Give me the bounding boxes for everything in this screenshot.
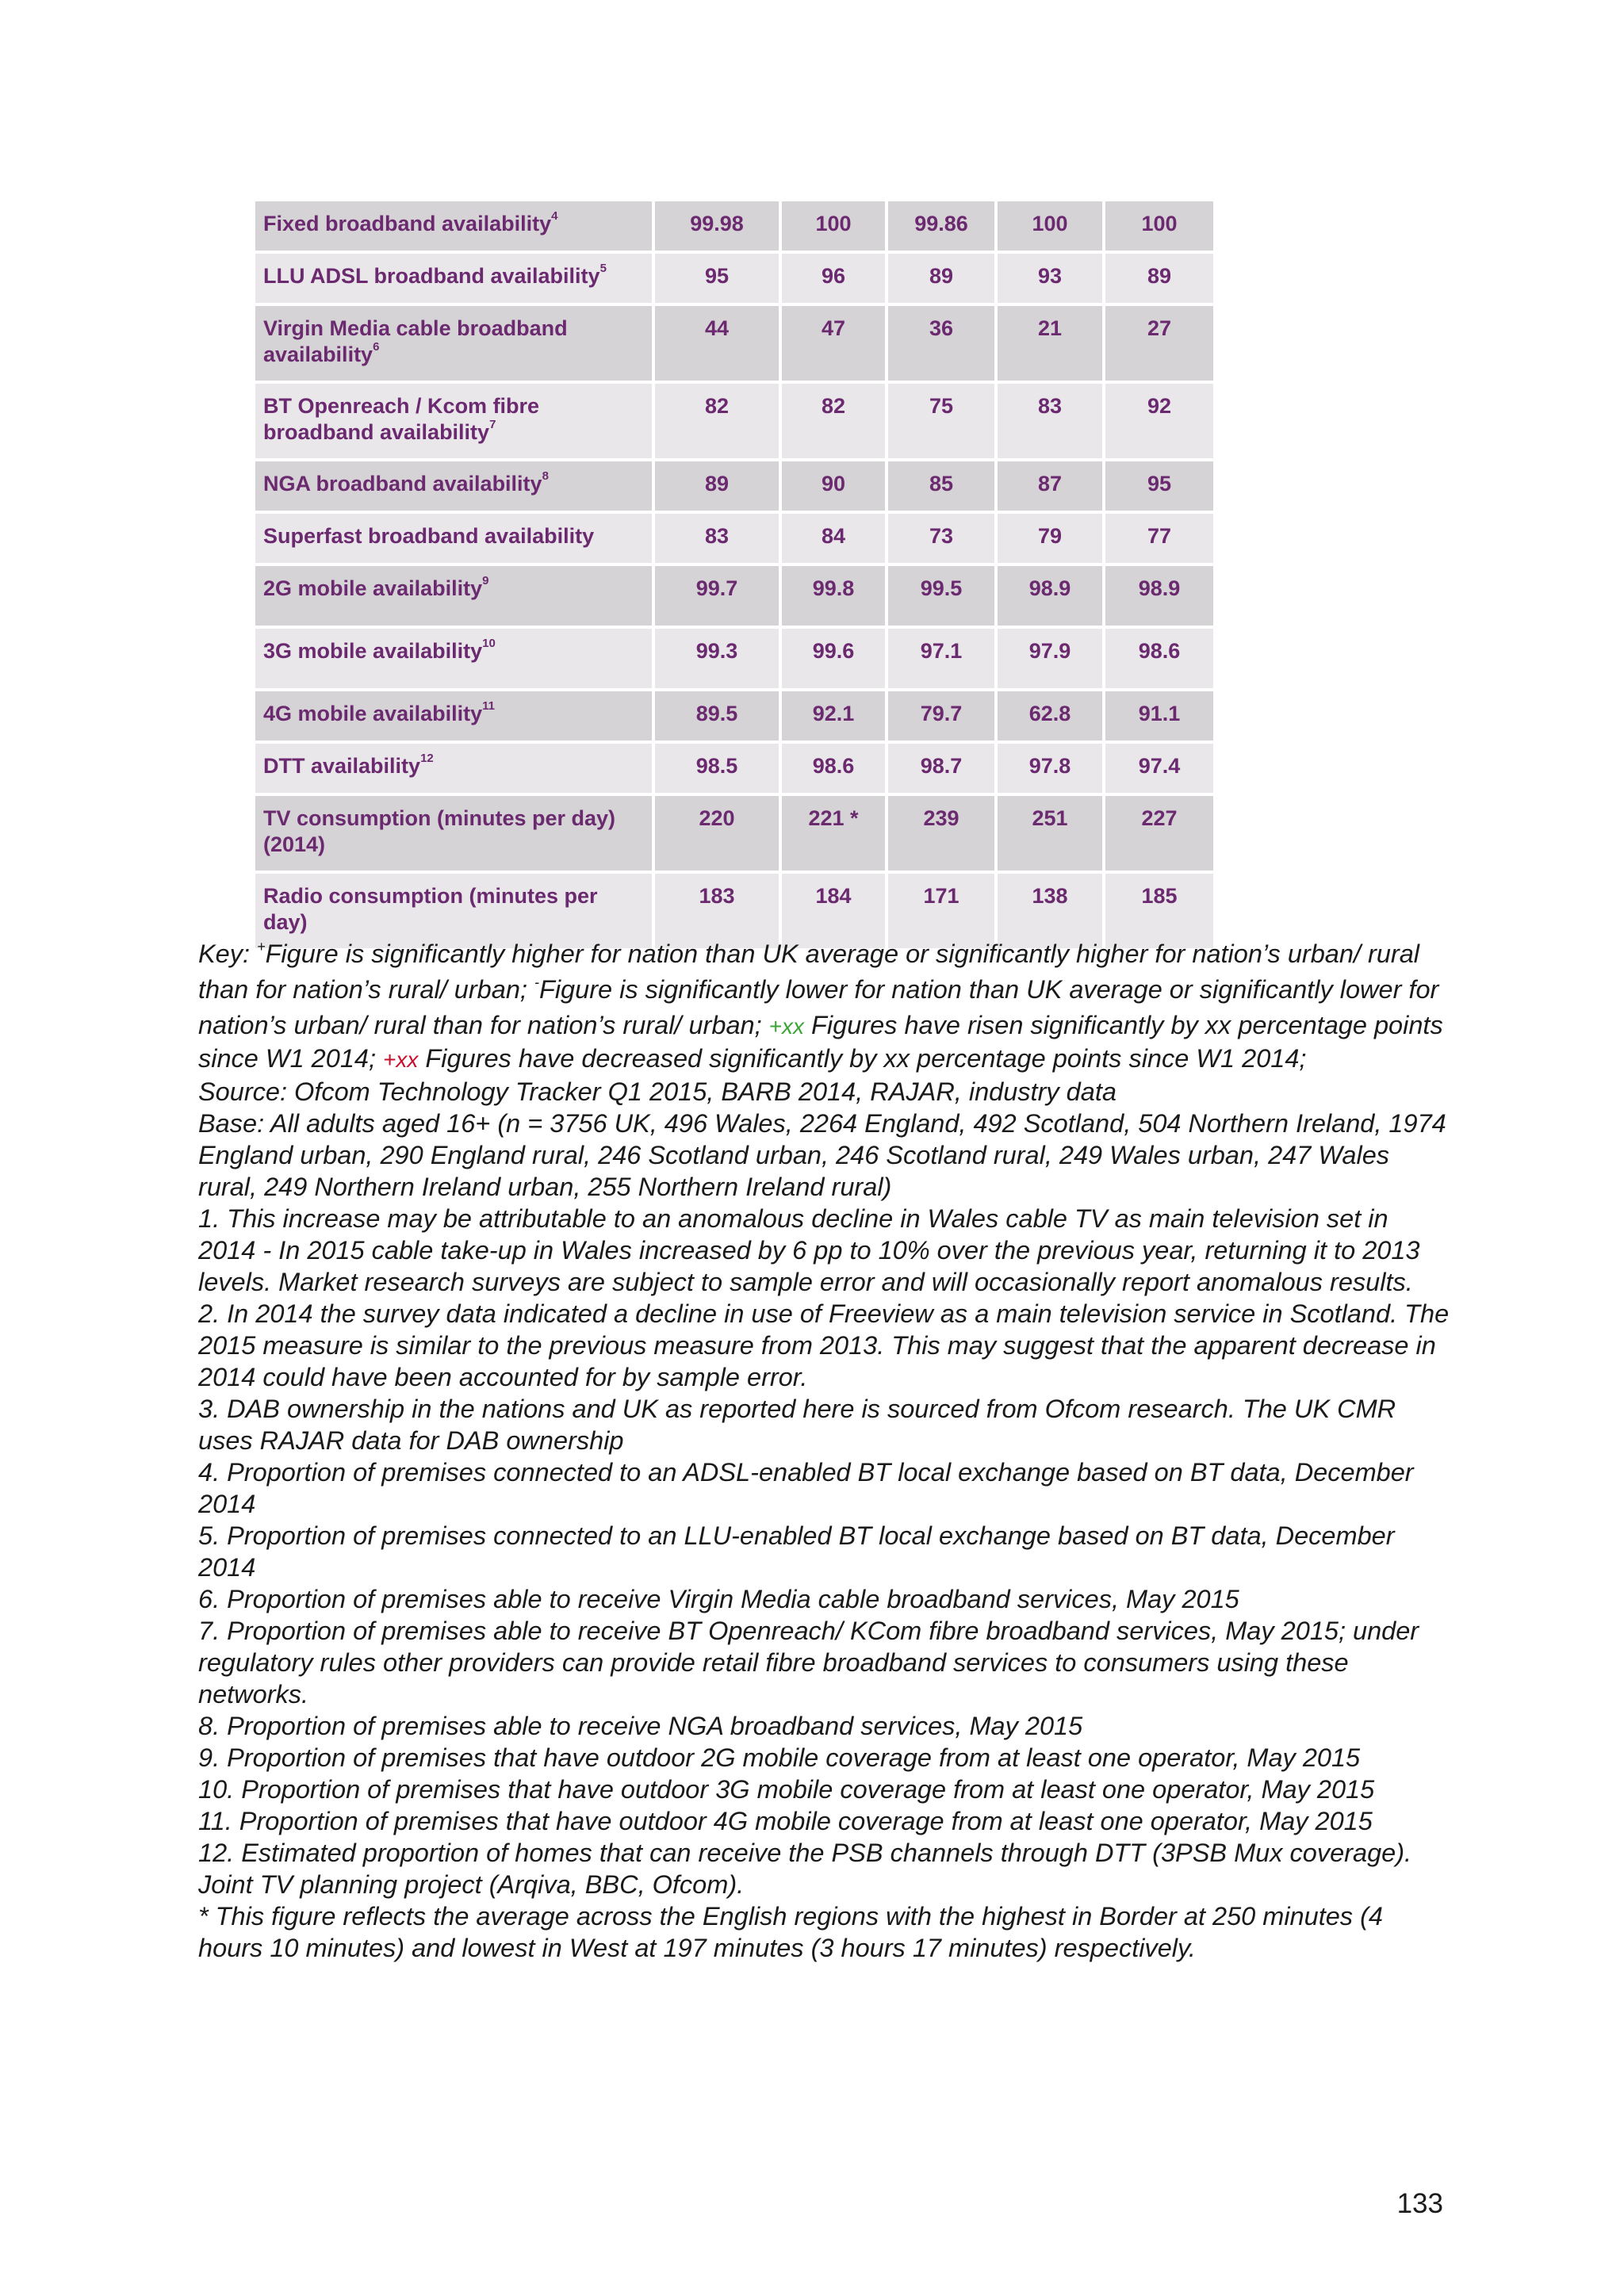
table-body (254, 200, 1215, 950)
row-label (254, 304, 653, 382)
row-label (254, 252, 653, 304)
row-value: 97.8 (996, 742, 1104, 794)
row-label-text: DTT availability (263, 754, 421, 778)
row-value: 87 (996, 460, 1104, 512)
footnote: 2. In 2014 the survey data indicated a decline in use of Freeview as a main television service in Scotland. The 2015 measure is similar to the previous measure from 2013. This may suggest that the apparent decrease in 2014 could have been accounted for by sample error. (198, 1299, 1450, 1391)
row-value: 79.7 (887, 690, 996, 742)
key-text-1: Figure is significantly higher for nation than UK average or significantly higher for nation’s urban/ rural than for nation’s rural/ urban; (198, 939, 1420, 1004)
row-value: 82 (780, 382, 887, 460)
row-label (254, 794, 653, 872)
row-label (254, 460, 653, 512)
footnote-ref: 4 (551, 209, 558, 223)
row-value: 99.3 (653, 627, 780, 690)
row-label (254, 382, 653, 460)
footnote: 12. Estimated proportion of homes that can receive the PSB channels through DTT (3PSB Mux coverage). Joint TV planning project (Arqiva, BBC, Ofcom). (198, 1839, 1412, 1899)
row-value: 171 (887, 872, 996, 950)
row-value: 99.8 (780, 564, 887, 627)
availability-table (252, 198, 1216, 951)
row-value: 185 (1104, 872, 1215, 950)
row-label-text: LLU ADSL broadband availability (263, 264, 600, 288)
footnote: 1. This increase may be attributable to an anomalous decline in Wales cable TV as main television set in 2014 - In 2015 cable take-up in Wales increased by 6 pp to 10% over the previous year, returning it to 2013 levels. Market research surveys are subject to sample error and will occasionally report anomalous results. (198, 1204, 1420, 1296)
row-label (254, 690, 653, 742)
key-text-2: Figure is significantly lower for nation than UK average or significantly lower for nation’s urban/ rural than for nation’s rural/ urban; (198, 975, 1439, 1039)
row-value: 90 (780, 460, 887, 512)
key-paragraph (198, 938, 1451, 1076)
row-value: 92.1 (780, 690, 887, 742)
table-row (254, 690, 1215, 742)
key-red-marker: +xx (383, 1047, 419, 1072)
row-value: 97.4 (1104, 742, 1215, 794)
footnote-ref: 10 (482, 637, 496, 650)
row-value: 83 (653, 512, 780, 564)
footnote-ref: 5 (599, 262, 607, 275)
row-value: 99.7 (653, 564, 780, 627)
row-value: 99.6 (780, 627, 887, 690)
page-number: 133 (1396, 2188, 1443, 2219)
footnote: 10. Proportion of premises that have outdoor 3G mobile coverage from at least one operator, May 2015 (198, 1775, 1375, 1804)
row-value: 47 (780, 304, 887, 382)
footnote: 4. Proportion of premises connected to an ADSL-enabled BT local exchange based on BT data, December 2014 (198, 1458, 1414, 1518)
notes-section (198, 938, 1451, 1964)
footnote-ref: 7 (489, 418, 496, 431)
row-value: 98.9 (996, 564, 1104, 627)
row-value: 251 (996, 794, 1104, 872)
footnote: 5. Proportion of premises connected to an LLU-enabled BT local exchange based on BT data, December 2014 (198, 1521, 1395, 1582)
table-row (254, 460, 1215, 512)
row-value: 97.1 (887, 627, 996, 690)
footnote: 3. DAB ownership in the nations and UK as reported here is sourced from Ofcom research. The UK CMR uses RAJAR data for DAB ownership (198, 1395, 1396, 1455)
row-label (254, 564, 653, 627)
row-value: 92 (1104, 382, 1215, 460)
footnote-ref: 8 (542, 469, 549, 483)
footnote: 9. Proportion of premises that have outdoor 2G mobile coverage from at least one operator, May 2015 (198, 1743, 1361, 1772)
row-value: 82 (653, 382, 780, 460)
row-value: 184 (780, 872, 887, 950)
table-row (254, 794, 1215, 872)
row-value: 95 (1104, 460, 1215, 512)
row-value: 44 (653, 304, 780, 382)
row-value: 98.6 (780, 742, 887, 794)
row-value: 27 (1104, 304, 1215, 382)
table-row (254, 382, 1215, 460)
row-label-text: NGA broadband availability (263, 472, 542, 496)
row-value: 89 (1104, 252, 1215, 304)
row-value: 99.98 (653, 200, 780, 252)
row-value: 220 (653, 794, 780, 872)
row-value: 79 (996, 512, 1104, 564)
row-value: 93 (996, 252, 1104, 304)
row-value: 36 (887, 304, 996, 382)
row-value: 138 (996, 872, 1104, 950)
row-value: 21 (996, 304, 1104, 382)
row-value: 77 (1104, 512, 1215, 564)
row-value: 100 (996, 200, 1104, 252)
row-value: 99.86 (887, 200, 996, 252)
key-prefix: Key: (198, 939, 258, 968)
table-row (254, 252, 1215, 304)
row-value: 96 (780, 252, 887, 304)
table-row (254, 564, 1215, 627)
key-text-4: Figures have decreased significantly by xx percentage points since W1 2014; (418, 1044, 1307, 1073)
row-label (254, 200, 653, 252)
row-value: 100 (1104, 200, 1215, 252)
row-value: 62.8 (996, 690, 1104, 742)
source-line: Source: Ofcom Technology Tracker Q1 2015, BARB 2014, RAJAR, industry data (198, 1077, 1116, 1106)
row-label-text: 3G mobile availability (263, 639, 483, 663)
row-label-text: Radio consumption (minutes per day) (263, 884, 598, 934)
key-green-marker: +xx (768, 1014, 805, 1039)
table-row (254, 304, 1215, 382)
footnote: 8. Proportion of premises able to receive NGA broadband services, May 2015 (198, 1712, 1083, 1740)
footnote: 7. Proportion of premises able to receive BT Openreach/ KCom fibre broadband services, May 2015; under regulatory rules other providers can provide retail fibre broadband services to consumers using these networks. (198, 1617, 1419, 1709)
footnotes-list (198, 1203, 1451, 1964)
row-value: 91.1 (1104, 690, 1215, 742)
footnote-ref: 6 (373, 340, 380, 354)
row-value: 239 (887, 794, 996, 872)
row-label-text: TV consumption (minutes per day) (2014) (263, 806, 616, 856)
row-value: 98.6 (1104, 627, 1215, 690)
row-value: 98.9 (1104, 564, 1215, 627)
row-value: 89.5 (653, 690, 780, 742)
footnote: 6. Proportion of premises able to receive Virgin Media cable broadband services, May 2015 (198, 1585, 1239, 1613)
row-value: 84 (780, 512, 887, 564)
row-value: 99.5 (887, 564, 996, 627)
row-label (254, 627, 653, 690)
key-plus-sign: + (257, 939, 266, 955)
row-label (254, 742, 653, 794)
row-label-text: BT Openreach / Kcom fibre broadband availability (263, 394, 540, 444)
footnote: 11. Proportion of premises that have outdoor 4G mobile coverage from at least one operator, May 2015 (198, 1807, 1373, 1835)
row-label-text: 2G mobile availability (263, 576, 483, 600)
row-label (254, 512, 653, 564)
row-value: 85 (887, 460, 996, 512)
row-value: 98.5 (653, 742, 780, 794)
key-minus-sign: - (534, 974, 539, 990)
row-label-text: Fixed broadband availability (263, 212, 552, 235)
table-row (254, 512, 1215, 564)
row-value: 183 (653, 872, 780, 950)
row-value: 100 (780, 200, 887, 252)
table-row (254, 200, 1215, 252)
row-label-text: 4G mobile availability (263, 702, 483, 725)
row-value: 98.7 (887, 742, 996, 794)
row-label-text: Superfast broadband availability (263, 524, 595, 548)
row-value: 221 * (780, 794, 887, 872)
base-line: Base: All adults aged 16+ (n = 3756 UK, 496 Wales, 2264 England, 492 Scotland, 504 Northern Ireland, 1974 England urban, 290 England rural, 246 Scotland urban, 246 Scotland rural, 249 Wales urban, 247 Wales rural, 249 Northern Ireland urban, 255 Northern Ireland rural) (198, 1109, 1446, 1201)
row-value: 73 (887, 512, 996, 564)
row-label-text: Virgin Media cable broadband availability (263, 316, 568, 366)
footnote-ref: 12 (420, 752, 434, 765)
table-row (254, 742, 1215, 794)
row-value: 75 (887, 382, 996, 460)
row-value: 227 (1104, 794, 1215, 872)
row-value: 89 (887, 252, 996, 304)
footnote-ref: 11 (482, 699, 495, 713)
row-value: 97.9 (996, 627, 1104, 690)
key-text-3: Figures have risen significantly by xx percentage points since W1 2014; (198, 1011, 1443, 1073)
table-row (254, 627, 1215, 690)
row-value: 95 (653, 252, 780, 304)
footnote-ref: 9 (482, 574, 489, 587)
row-value: 89 (653, 460, 780, 512)
footnote: * This figure reflects the average across the English regions with the highest in Border at 250 minutes (4 hours 10 minutes) and lowest in West at 197 minutes (3 hours 17 minutes) respectively. (198, 1902, 1383, 1962)
row-value: 83 (996, 382, 1104, 460)
